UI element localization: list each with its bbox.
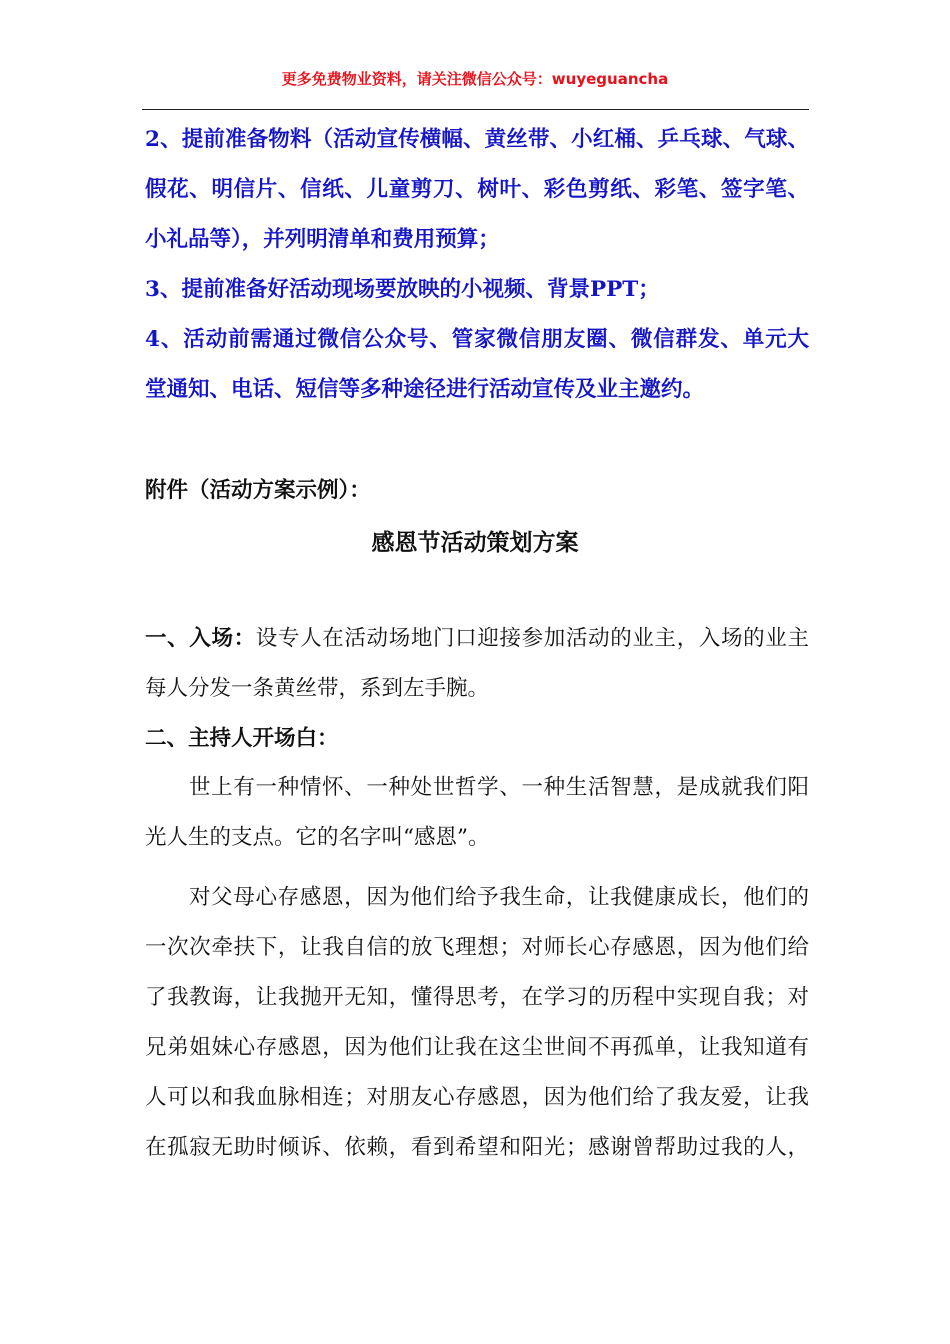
para2-line-1: 对父母心存感恩，因为他们给予我生命，让我健康成长，他们的 bbox=[189, 885, 809, 910]
attachment-label: 附件（活动方案示例）： bbox=[145, 478, 371, 503]
host-heading: 二、主持人开场白： bbox=[145, 726, 339, 751]
plan-title: 感恩节活动策划方案 bbox=[371, 530, 579, 556]
para2-line-4: 兄弟姐妹心存感恩，因为他们让我在这尘世间不再孤单，让我知道有 bbox=[145, 1035, 809, 1060]
para2-line-6: 在孤寂无助时倾诉、依赖，看到希望和阳光；感谢曾帮助过我的人， bbox=[145, 1135, 809, 1160]
entry-paragraph bbox=[145, 625, 809, 653]
para1-line-1: 世上有一种情怀、一种处世哲学、一种生活智慧，是成就我们阳 bbox=[189, 775, 809, 800]
header-divider bbox=[142, 109, 809, 110]
para1-line-2: 光人生的支点。它的名字叫“感恩”。 bbox=[145, 825, 490, 850]
header-note: 更多免费物业资料，请关注微信公众号：wuyeguancha bbox=[281, 70, 669, 88]
step-2-line-3: 小礼品等），并列明清单和费用预算； bbox=[145, 227, 500, 252]
para2-line-3: 了我教诲，让我抛开无知，懂得思考，在学习的历程中实现自我；对 bbox=[145, 985, 809, 1010]
entry-text: 设专人在活动场地门口迎接参加活动的业主，入场的业主 bbox=[255, 626, 809, 651]
entry-text-line-2: 每人分发一条黄丝带，系到左手腕。 bbox=[145, 676, 490, 701]
para2-line-2: 一次次牵扶下，让我自信的放飞理想；对师长心存感恩，因为他们给 bbox=[145, 935, 809, 960]
step-4-line-1: 4、活动前需通过微信公众号、管家微信朋友圈、微信群发、单元大 bbox=[145, 327, 809, 352]
entry-heading: 一、入场： bbox=[145, 626, 256, 651]
para2-line-5: 人可以和我血脉相连；对朋友心存感恩，因为他们给了我友爱，让我 bbox=[145, 1085, 809, 1110]
step-2-line-1: 2、提前准备物料（活动宣传横幅、黄丝带、小红桶、乒乓球、气球、 bbox=[145, 127, 809, 152]
step-3-line-1: 3、提前准备好活动现场要放映的小视频、背景PPT； bbox=[145, 277, 660, 302]
step-2-line-2: 假花、明信片、信纸、儿童剪刀、树叶、彩色剪纸、彩笔、签字笔、 bbox=[145, 177, 809, 202]
step-4-line-2: 堂通知、电话、短信等多种途径进行活动宣传及业主邀约。 bbox=[145, 377, 705, 402]
